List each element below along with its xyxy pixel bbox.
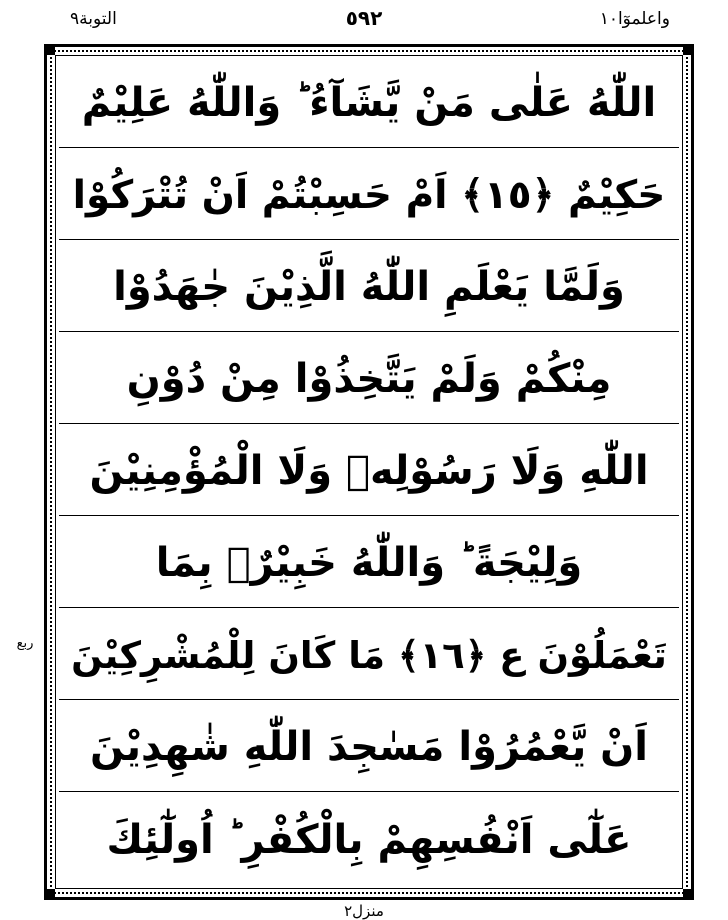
verse-text: تَعْمَلُوْنَ ع ﴿١٦﴾ مَا كَانَ لِلْمُشْرِكِيْنَ bbox=[71, 633, 667, 677]
text-lines bbox=[59, 59, 679, 885]
verse-text: اللّٰهُ عَلٰى مَنْ يَّشَآءُ ؕ وَاللّٰهُ عَلِيْمٌ bbox=[81, 80, 657, 126]
frame-corner bbox=[45, 889, 55, 899]
text-line-2 bbox=[59, 151, 679, 240]
text-line-4 bbox=[59, 335, 679, 424]
frame-corner bbox=[683, 45, 693, 55]
text-line-9 bbox=[59, 795, 679, 884]
verse-text: عَلٰٓى اَنْفُسِهِمْ بِالْكُفْرِ ؕ اُولٰٓئِكَ bbox=[106, 816, 632, 863]
manzil-footer: منزل٢ bbox=[344, 902, 384, 920]
text-line-8 bbox=[59, 703, 679, 792]
rub-marker: ربع bbox=[16, 636, 34, 651]
frame-corner bbox=[683, 889, 693, 899]
surah-name: التوبة٩ bbox=[70, 9, 117, 29]
juz-name: واعلموٓا١٠ bbox=[599, 9, 670, 29]
text-line-3 bbox=[59, 243, 679, 332]
text-line-1 bbox=[59, 59, 679, 148]
verse-text: اَنْ يَّعْمُرُوْا مَسٰجِدَ اللّٰهِ شٰهِدِيْنَ bbox=[90, 724, 649, 770]
verse-text: مِنْكُمْ وَلَمْ يَتَّخِذُوْا مِنْ دُوْنِ bbox=[126, 356, 612, 402]
text-line-5 bbox=[59, 427, 679, 516]
verse-text: وَلَمَّا يَعْلَمِ اللّٰهُ الَّذِيْنَ جٰهَدُوْا bbox=[113, 264, 625, 310]
page-frame bbox=[44, 44, 694, 900]
verse-text: حَكِيْمٌ ﴿١٥﴾ اَمْ حَسِبْتُمْ اَنْ تُتْرَكُوْا bbox=[72, 172, 666, 218]
frame-corner bbox=[45, 45, 55, 55]
verse-text: وَلِيْجَةً ؕ وَاللّٰهُ خَبِيْرٌۢ بِمَا bbox=[155, 540, 583, 586]
page-number: ٥٩٢ bbox=[345, 6, 383, 30]
text-line-7 bbox=[59, 611, 679, 700]
verse-text: اللّٰهِ وَلَا رَسُوْلِهٖ وَلَا الْمُؤْمِنِيْنَ bbox=[89, 448, 649, 494]
page-header bbox=[0, 0, 728, 40]
text-line-6 bbox=[59, 519, 679, 608]
